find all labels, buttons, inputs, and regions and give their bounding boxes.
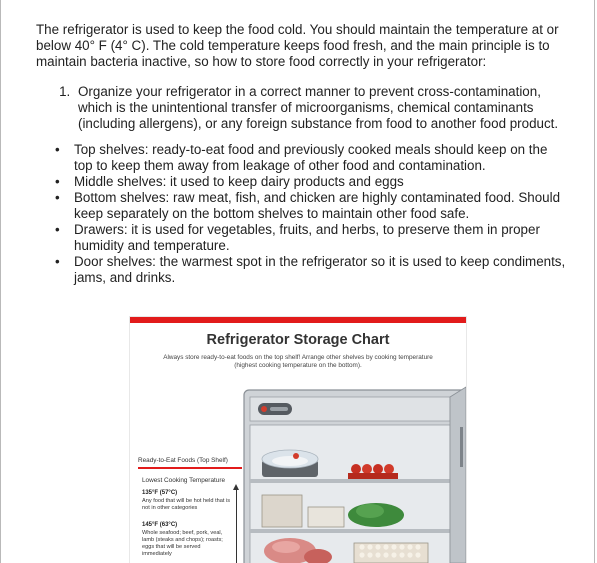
legend-title: Ready-to-Eat Foods (Top Shelf) <box>138 457 228 464</box>
legend-temp-135: 135°F (57°C) <box>142 490 178 496</box>
chart-subtitle <box>130 354 466 370</box>
bullet-list <box>36 142 566 286</box>
legend-red-rule <box>138 467 242 469</box>
bullet-item-top-shelves <box>55 142 566 174</box>
legend-desc-145: Whole seafood; beef, pork, veal, lamb (steaks and chops); roasts; eggs that will be served immediately <box>142 530 223 557</box>
bullet-text: Middle shelves: it used to keep dairy products and eggs <box>74 174 404 189</box>
document-body <box>36 22 566 286</box>
page-border-left <box>0 0 1 563</box>
bullet-text: Drawers: it is used for vegetables, fruits, and herbs, to preserve them in proper humidity and temperature. <box>74 222 540 253</box>
bullet-text: Bottom shelves: raw meat, fish, and chicken are highly contaminated food. Should keep separately on the bottom shelves to maintain other food safe. <box>74 190 561 221</box>
numbered-list <box>36 84 566 132</box>
bullet-icon: • <box>55 190 60 205</box>
refrigerator-storage-chart-image <box>130 317 466 563</box>
bullet-icon: • <box>55 174 60 189</box>
chart-title: Refrigerator Storage Chart <box>206 332 390 348</box>
bullet-icon: • <box>55 222 60 237</box>
chart-subtitle-line1: Always store ready-to-eat foods on the top shelf! Arrange other shelves by cooking temperature <box>163 354 433 361</box>
chart-red-bar <box>130 317 466 323</box>
intro-paragraph: The refrigerator is used to keep the food cold. You should maintain the temperature at or below 40° F (4° C). The cold temperature keeps food fresh, and the main principle is to maintain bacteria inactive, so how to store food correctly in your refrigerator: <box>36 22 559 69</box>
legend-temp-145: 145°F (63°C) <box>142 522 178 528</box>
bullet-text: Door shelves: the warmest spot in the refrigerator so it is used to keep condiments, jams, and drinks. <box>74 254 566 285</box>
bullet-item-door-shelves <box>55 254 566 286</box>
legend-lowest-temp-label: Lowest Cooking Temperature <box>142 477 226 484</box>
numbered-item: 1. Organize your refrigerator in a correct manner to prevent cross-contamination, which is the unintentional transfer of microorganisms, chemical contaminants (including allergens), or any foreign substance from food to another food product. <box>74 84 566 132</box>
bullet-icon: • <box>55 254 60 269</box>
page-border-right <box>594 0 595 563</box>
bullet-text: Top shelves: ready-to-eat food and previously cooked meals should keep on the top to keep them away from leakage of other food and contamination. <box>74 142 548 173</box>
bullet-icon: • <box>55 142 60 157</box>
bullet-item-bottom-shelves <box>55 190 566 222</box>
bullet-item-drawers <box>55 222 566 254</box>
bullet-item-middle-shelves <box>55 174 566 190</box>
chart-subtitle-line2: (highest cooking temperature on the bottom). <box>234 362 362 369</box>
temperature-arrow-line <box>236 488 237 563</box>
legend-desc-135: Any food that will be hot held that is not in other categories <box>142 498 231 511</box>
